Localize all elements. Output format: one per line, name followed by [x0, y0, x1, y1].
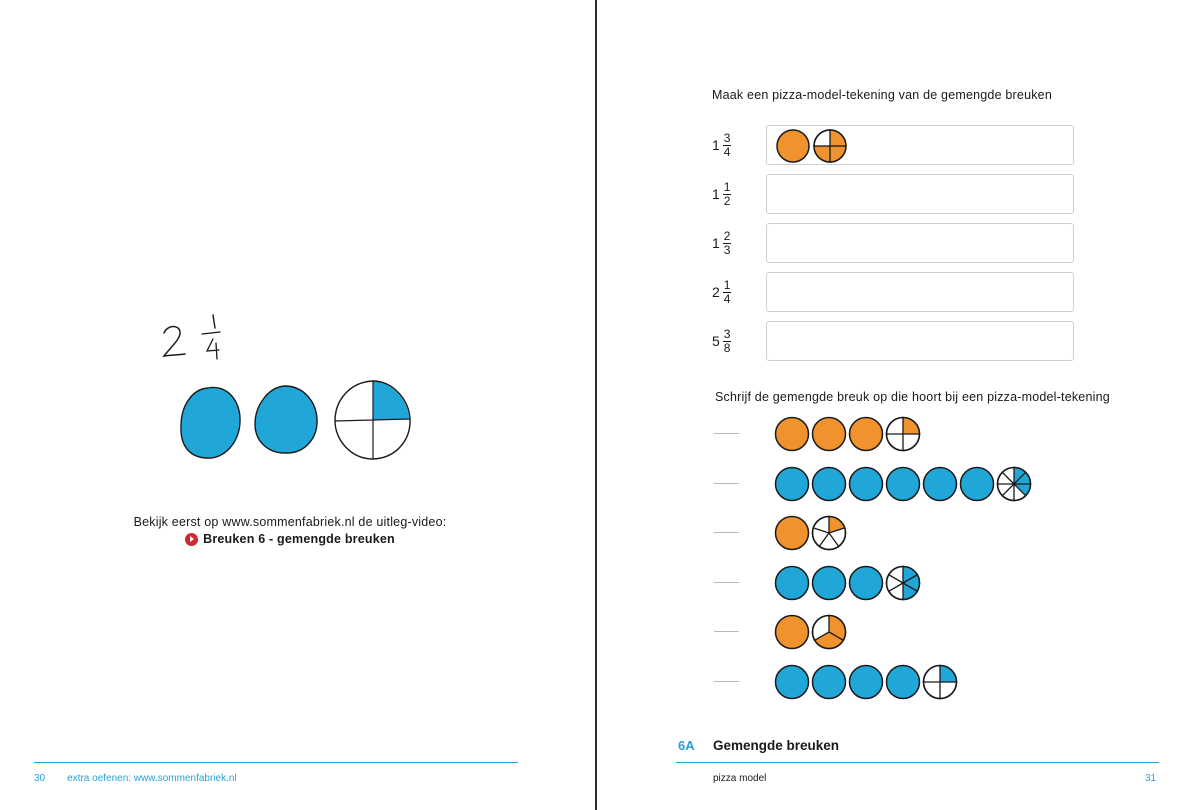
section-title: Gemengde breuken [713, 738, 840, 753]
pizza-whole [961, 467, 994, 500]
section-code: 6A [678, 738, 695, 753]
fraction-numerator: 1 [723, 179, 731, 194]
fraction-whole: 1 [712, 137, 720, 153]
fraction-denominator: 4 [723, 144, 731, 159]
pizza-whole [776, 666, 809, 699]
instruction-draw: Maak een pizza-model-tekening van de gemengde breuken [712, 88, 1052, 102]
fraction-part [723, 132, 732, 159]
write-exercise-row [714, 515, 1134, 551]
pizza-model [774, 515, 852, 551]
write-exercise-row [714, 416, 1134, 452]
pizza-partial [813, 517, 846, 550]
pizza-whole [813, 418, 846, 451]
intro-line: Bekijk eerst op www.sommenfabriek.nl de uitleg-video: [133, 515, 447, 529]
answer-blank[interactable] [714, 582, 739, 583]
fraction-whole: 1 [712, 235, 720, 251]
fraction-denominator: 3 [723, 242, 731, 257]
handwritten-fraction-drawing [155, 305, 235, 365]
pizza-whole [776, 467, 809, 500]
write-exercise-row [714, 466, 1134, 502]
mixed-fraction [712, 321, 731, 361]
pizza-model [774, 466, 1037, 502]
fraction-numerator: 3 [723, 130, 731, 145]
draw-exercise-row [712, 223, 1082, 263]
pizza-whole [813, 467, 846, 500]
answer-blank[interactable] [714, 532, 739, 533]
footer-rule-left [34, 762, 518, 763]
handwritten-fraction [155, 305, 235, 370]
footer-topic: pizza model [713, 773, 767, 784]
video-link-label: Breuken 6 - gemengde breuken [203, 532, 395, 546]
handwritten-pizza-drawing [175, 376, 420, 471]
draw-exercise-row [712, 174, 1082, 214]
pizza-partial [998, 467, 1031, 500]
pizza-whole [776, 418, 809, 451]
page-number-right: 31 [1145, 773, 1157, 784]
fraction-numerator: 1 [723, 277, 731, 292]
mixed-fraction [712, 125, 731, 165]
pizza-partial [924, 666, 957, 699]
pizza-whole [850, 666, 883, 699]
answer-box[interactable] [766, 125, 1074, 165]
pizza-whole [850, 467, 883, 500]
fraction-numerator: 2 [723, 228, 731, 243]
example-answer-pizzas [776, 128, 856, 164]
answer-box[interactable] [766, 272, 1074, 312]
pizza-whole [813, 566, 846, 599]
write-exercise-row [714, 614, 1134, 650]
draw-exercise-row [712, 125, 1082, 165]
page-number-left: 30 [34, 773, 46, 784]
fraction-numerator: 3 [723, 326, 731, 341]
footer-website[interactable]: extra oefenen: www.sommenfabriek.nl [67, 773, 237, 784]
answer-blank[interactable] [714, 631, 739, 632]
fraction-part [723, 230, 732, 257]
fraction-whole: 2 [712, 284, 720, 300]
pizza-whole [813, 666, 846, 699]
draw-exercise-row [712, 321, 1082, 361]
fraction-whole: 5 [712, 333, 720, 349]
mixed-fraction [712, 272, 731, 312]
fraction-whole: 1 [712, 186, 720, 202]
answer-box[interactable] [766, 174, 1074, 214]
pizza-model [774, 416, 926, 452]
fraction-part [723, 279, 732, 306]
answer-blank[interactable] [714, 433, 739, 434]
pizza-whole [924, 467, 957, 500]
write-exercise-row [714, 565, 1134, 601]
handwritten-pizzas [175, 376, 420, 466]
pizza-whole [887, 666, 920, 699]
pizza-partial [814, 130, 846, 162]
answer-blank[interactable] [714, 483, 739, 484]
pizza-model [774, 664, 963, 700]
fraction-denominator: 8 [723, 340, 731, 355]
page-divider [595, 0, 597, 810]
pizza-whole [850, 418, 883, 451]
write-exercise-row [714, 664, 1134, 700]
pizza-whole [887, 467, 920, 500]
pizza-partial [813, 616, 846, 649]
pizza-model [774, 565, 926, 601]
instruction-write: Schrijf de gemengde breuk op die hoort bij een pizza-model-tekening [715, 390, 1110, 404]
play-icon[interactable] [185, 533, 198, 546]
footer-left [34, 773, 237, 784]
pizza-whole [850, 566, 883, 599]
answer-blank[interactable] [714, 681, 739, 682]
pizza-whole [776, 566, 809, 599]
answer-box[interactable] [766, 223, 1074, 263]
mixed-fraction [712, 223, 731, 263]
fraction-part [723, 328, 732, 355]
fraction-denominator: 2 [723, 193, 731, 208]
pizza-partial [887, 418, 920, 451]
pizza-partial [887, 566, 920, 599]
draw-exercise-row [712, 272, 1082, 312]
intro-text [80, 515, 500, 546]
mixed-fraction [712, 174, 731, 214]
answer-box[interactable] [766, 321, 1074, 361]
video-link[interactable] [80, 532, 500, 546]
pizza-whole [776, 616, 809, 649]
pizza-whole [777, 130, 809, 162]
fraction-denominator: 4 [723, 291, 731, 306]
fraction-part [723, 181, 732, 208]
footer-rule-right [676, 762, 1159, 763]
pizza-model [774, 614, 852, 650]
pizza-whole [776, 517, 809, 550]
